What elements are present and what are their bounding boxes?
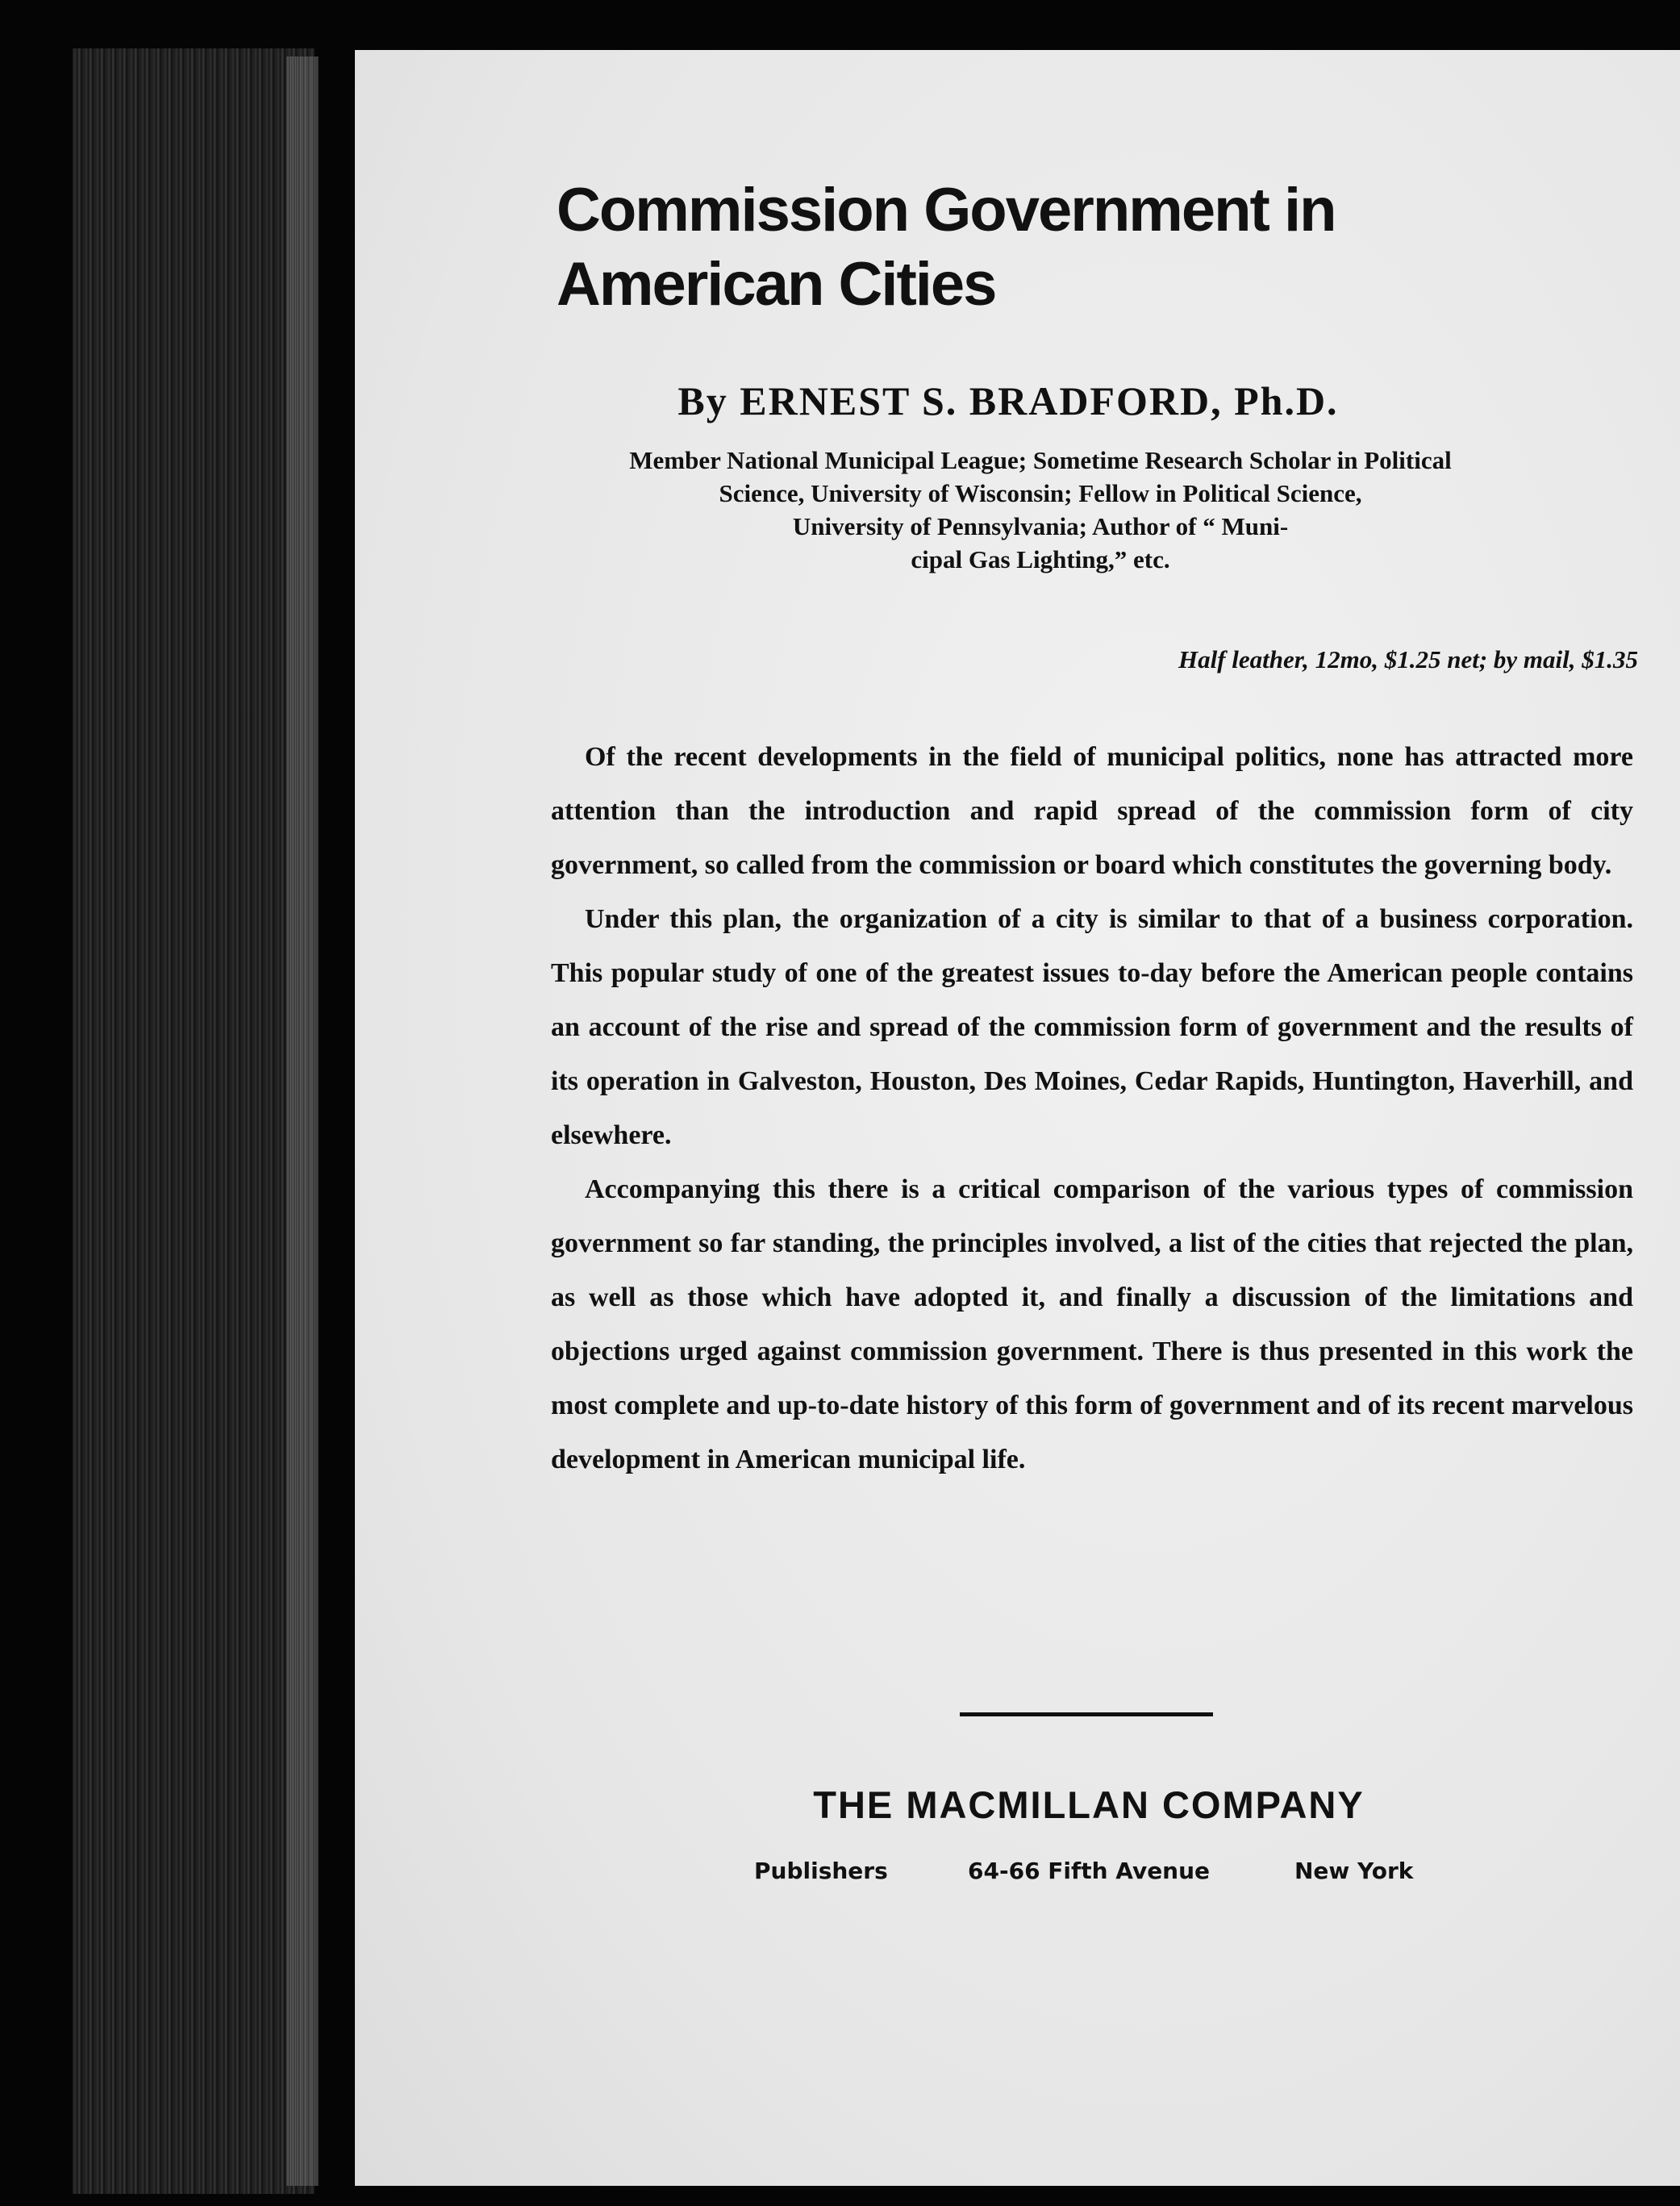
description-text bbox=[551, 730, 1633, 1487]
publisher-label: Publishers bbox=[754, 1858, 888, 1884]
author-name: ERNEST S. BRADFORD, bbox=[740, 378, 1223, 423]
description-paragraph: Under this plan, the organization of a city is similar to that of a business corporation. This popular study of one of the greatest issues to-day before the American people contains an account of the rise and spread of the commission form of government and the results of its operation in Galveston, Houston, Des Moines, Cedar Rapids, Huntington, Haverhill, and elsewhere. bbox=[551, 904, 1633, 1150]
description-paragraph: Accompanying this there is a critical comparison of the various types of commission government so far standing, the principles involved, a list of the cities that rejected the plan, as well as those which have adopted it, and finally a discussion of the limitations and objections urged against commission government. There is thus presented in this work the most complete and up-to-date history of this form of government and of its recent marvelous development in American municipal life. bbox=[551, 1174, 1633, 1474]
credential-line: cipal Gas Lighting,” etc. bbox=[911, 545, 1170, 573]
publisher-address: 64-66 Fifth Avenue bbox=[968, 1858, 1211, 1884]
book-title bbox=[557, 173, 1524, 322]
publisher-name: THE MACMILLAN COMPANY bbox=[813, 1783, 1365, 1826]
publisher-city: New York bbox=[1294, 1858, 1414, 1884]
title-line-1: Commission Government in bbox=[557, 176, 1336, 244]
credential-line: University of Pennsylvania; Author of “ Muni- bbox=[792, 512, 1289, 540]
description-paragraph: Of the recent developments in the field of municipal politics, none has attracted more attention than the introduction and rapid spread of the commission form of city government, so called from the commission or board which constitutes the governing body. bbox=[551, 742, 1633, 880]
credential-line: Member National Municipal League; Sometime Research Scholar in Political bbox=[629, 446, 1452, 474]
title-line-2: American Cities bbox=[557, 250, 996, 319]
book-spine bbox=[73, 48, 315, 2194]
divider-rule bbox=[960, 1712, 1213, 1716]
author-credentials bbox=[516, 444, 1565, 576]
page-edges bbox=[286, 56, 319, 2186]
credential-line: Science, University of Wisconsin; Fellow in Political Science, bbox=[719, 479, 1362, 507]
author-byline bbox=[484, 377, 1532, 424]
author-degree: Ph.D. bbox=[1234, 378, 1339, 423]
byline-by: By bbox=[677, 378, 728, 423]
price-line: Half leather, 12mo, $1.25 net; by mail, $1.35 bbox=[1178, 645, 1638, 673]
